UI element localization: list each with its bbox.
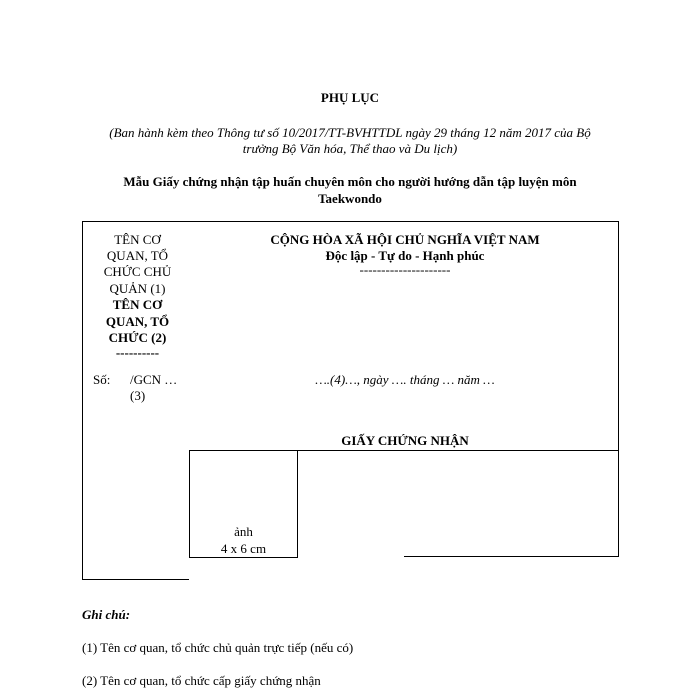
subtitle-line-2: trưởng Bộ Văn hóa, Thể thao và Du lịch) bbox=[242, 141, 458, 156]
page-title: PHỤ LỤC bbox=[320, 90, 380, 105]
number-note: (3) bbox=[130, 388, 146, 403]
org-separator: ---------- bbox=[115, 345, 160, 360]
frame-left-border bbox=[82, 221, 83, 580]
org-line-2: QUAN, TỔ bbox=[106, 248, 169, 263]
nation-separator: --------------------- bbox=[359, 262, 451, 277]
photo-label-line-2: 4 x 6 cm bbox=[220, 541, 267, 556]
org-line-4: QUẢN (1) bbox=[109, 281, 166, 296]
date-line: ….(4)…, ngày …. tháng … năm … bbox=[315, 372, 495, 387]
form-title-line-1: Mẫu Giấy chứng nhận tập huấn chuyên môn cho người hướng dẫn tập luyện môn bbox=[123, 174, 577, 189]
org-line-1: TÊN CƠ bbox=[114, 232, 161, 247]
frame-bottom-left-border bbox=[82, 579, 189, 580]
frame-right-border bbox=[618, 221, 619, 557]
photo-label-line-1: ảnh bbox=[234, 524, 253, 539]
certificate-top-line bbox=[297, 450, 619, 451]
org-line-7: CHỨC (2) bbox=[108, 330, 167, 345]
org-line-3: CHỨC CHỦ bbox=[103, 264, 172, 279]
number-label: Số: bbox=[93, 372, 111, 387]
frame-bottom-right-border bbox=[404, 556, 619, 557]
org-line-6: QUAN, TỔ bbox=[105, 314, 170, 329]
org-line-5: TÊN CƠ bbox=[112, 297, 163, 312]
notes-heading: Ghi chú: bbox=[82, 607, 131, 622]
certificate-title: GIẤY CHỨNG NHẬN bbox=[341, 433, 469, 448]
note-item-2: (2) Tên cơ quan, tổ chức cấp giấy chứng nhận bbox=[82, 673, 321, 688]
frame-top-border bbox=[82, 221, 619, 222]
nation-name: CỘNG HÒA XÃ HỘI CHỦ NGHĨA VIỆT NAM bbox=[270, 232, 540, 247]
note-item-1: (1) Tên cơ quan, tổ chức chủ quản trực tiếp (nếu có) bbox=[82, 640, 354, 655]
nation-motto: Độc lập - Tự do - Hạnh phúc bbox=[325, 248, 485, 263]
subtitle-line-1: (Ban hành kèm theo Thông tư số 10/2017/TT-BVHTTDL ngày 29 tháng 12 năm 2017 của Bộ bbox=[109, 125, 591, 140]
form-title-line-2: Taekwondo bbox=[318, 191, 382, 206]
number-code: /GCN … bbox=[130, 372, 178, 387]
